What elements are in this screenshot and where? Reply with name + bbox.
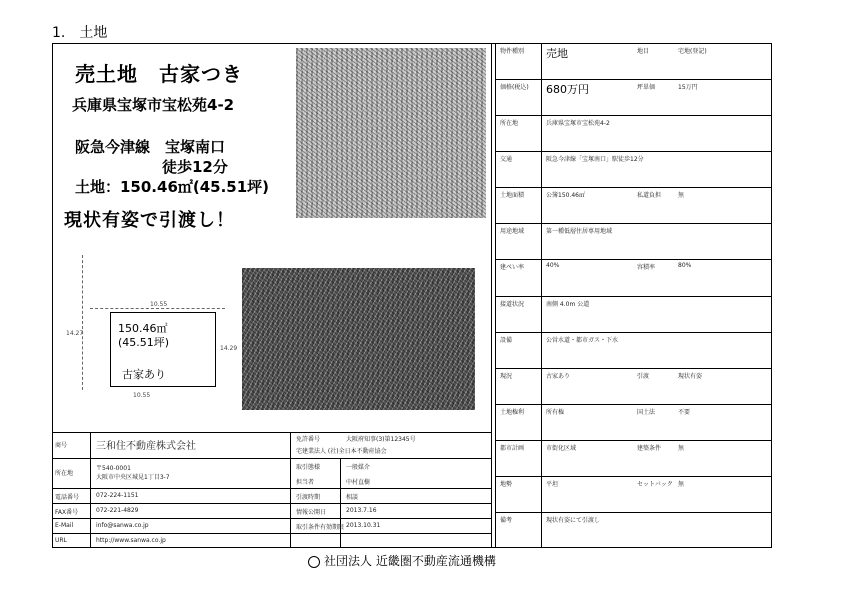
details-row-divider xyxy=(495,259,772,260)
company-table-row xyxy=(52,458,491,459)
plot-house-note: 古家あり xyxy=(122,368,166,381)
company-table-top xyxy=(52,432,491,433)
details-row-sub-label: 地目 xyxy=(637,48,650,55)
company-postal: 〒540-0001 xyxy=(96,465,131,472)
details-row-value: 南側 4.0m 公道 xyxy=(546,301,590,308)
details-row-value: 平坦 xyxy=(546,481,559,488)
details-row-sub-value: 宅地(登記) xyxy=(678,48,707,55)
details-row-label: 土地面積 xyxy=(500,192,525,199)
details-row-divider xyxy=(495,332,772,333)
details-row-label: 接道状況 xyxy=(500,301,525,308)
details-row-label: 建ぺい率 xyxy=(500,264,525,271)
plan-guide-line xyxy=(90,308,225,309)
property-photo-site xyxy=(242,268,475,410)
details-row-divider xyxy=(495,368,772,369)
details-row-value: 兵庫県宝塚市宝松苑4-2 xyxy=(546,120,610,127)
details-row-sub-value: 無 xyxy=(678,192,685,199)
plot-area xyxy=(118,322,169,350)
license-org: 宅建業法人 (社)全日本不動産協会 xyxy=(296,448,387,455)
details-row-value: 市街化区域 xyxy=(546,445,577,452)
plan-dim-left: 14.27 xyxy=(66,330,84,337)
details-row-label: 用途地域 xyxy=(500,228,525,235)
details-row-sub-label: 私道負担 xyxy=(637,192,662,199)
company-table-row xyxy=(52,533,491,534)
details-row-value: 公営水道・都市ガス・下水 xyxy=(546,337,619,344)
company-name: 三和住不動産株式会社 xyxy=(96,441,196,452)
company-address: 大阪市中央区城見1丁目3-7 xyxy=(96,474,170,481)
hero-station: 阪急今津線 宝塚南口 xyxy=(75,138,226,156)
company-email[interactable]: info@sanwa.co.jp xyxy=(96,522,149,529)
org-logo-icon xyxy=(308,556,320,568)
details-row-value: 阪急今津線「宝塚南口」駅徒歩12分 xyxy=(546,156,644,163)
company-email-label: E-Mail xyxy=(55,522,74,529)
details-row-label: 物件種別 xyxy=(500,48,525,55)
details-row-label: 地勢 xyxy=(500,481,513,488)
details-row-divider xyxy=(495,440,772,441)
details-row-sub-label: 国土法 xyxy=(637,409,656,416)
license-row-label: 取引態様 xyxy=(296,464,321,471)
details-row-value: 公簿150.46㎡ xyxy=(546,192,585,199)
plan-dim-top: 10.55 xyxy=(150,301,168,308)
details-row-divider xyxy=(495,187,772,188)
details-row-divider xyxy=(495,79,772,80)
company-table-col xyxy=(290,432,291,548)
license-label: 免許番号 xyxy=(296,436,321,443)
details-row-sub-value: 不要 xyxy=(678,409,691,416)
license-row-value: 2013.7.16 xyxy=(346,507,377,514)
company-table-row xyxy=(52,488,491,489)
details-row-sub-label: 容積率 xyxy=(637,264,656,271)
details-row-divider xyxy=(495,223,772,224)
column-divider xyxy=(491,43,492,548)
plot-area-tsubo: (45.51坪) xyxy=(118,336,170,349)
details-row-label: 土地権利 xyxy=(500,409,525,416)
details-row-sub-label: 引渡 xyxy=(637,373,650,380)
footer-org xyxy=(308,552,496,569)
company-tel: 072-224-1151 xyxy=(96,492,139,499)
details-row-label: 交通 xyxy=(500,156,513,163)
company-tel-label: 電話番号 xyxy=(55,494,80,501)
details-row-sub-value: 無 xyxy=(678,445,685,452)
details-row-sub-value: 無 xyxy=(678,481,685,488)
hero-title: 売土地 古家つき xyxy=(75,62,243,86)
license-row-value: 中村直樹 xyxy=(346,479,371,486)
details-row-divider xyxy=(495,512,772,513)
license-row-value: 2013.10.31 xyxy=(346,522,381,529)
details-row-divider xyxy=(495,404,772,405)
license-row-label: 引渡時期 xyxy=(296,494,321,501)
details-row-sub-label: 建築条件 xyxy=(637,445,662,452)
hero-address: 兵庫県宝塚市宝松苑4-2 xyxy=(72,96,235,114)
hero-area: 土地：150.46㎡(45.51坪) xyxy=(75,178,270,196)
property-photo-aerial xyxy=(296,48,486,218)
details-row-label: 都市計画 xyxy=(500,445,525,452)
plan-dim-right: 14.29 xyxy=(220,345,238,352)
company-address-label: 所在地 xyxy=(55,470,74,477)
details-row-divider xyxy=(495,476,772,477)
details-row-label: 備考 xyxy=(500,517,513,524)
company-fax: 072-221-4829 xyxy=(96,507,139,514)
company-url-label: URL xyxy=(55,537,67,544)
details-row-divider xyxy=(495,115,772,116)
license-row-label: 担当者 xyxy=(296,479,315,486)
company-url[interactable]: http://www.sanwa.co.jp xyxy=(96,537,166,544)
license-row-value: 一般媒介 xyxy=(346,464,371,471)
company-table-row xyxy=(52,503,491,504)
license-number: 大阪府知事(3)第12345号 xyxy=(346,436,416,443)
license-row-label: 取引条件有効期限 xyxy=(296,524,345,531)
details-row-value: 第一種低層住居専用地域 xyxy=(546,228,613,235)
license-row-label: 情報公開日 xyxy=(296,509,327,516)
details-row-sub-label: セットバック xyxy=(637,481,673,488)
plot-area-sqm: 150.46㎡ xyxy=(118,322,168,335)
hero-walk: 徒歩12分 xyxy=(162,158,228,176)
license-row-value: 相談 xyxy=(346,494,359,501)
details-row-divider xyxy=(495,296,772,297)
company-fax-label: FAX番号 xyxy=(55,509,79,516)
plan-guide-line xyxy=(82,255,83,390)
details-row-label: 所在地 xyxy=(500,120,519,127)
plan-dim-bottom: 10.55 xyxy=(133,392,151,399)
details-row-value: 680万円 xyxy=(546,83,589,96)
details-row-value: 古家あり xyxy=(546,373,571,380)
details-row-label: 設備 xyxy=(500,337,513,344)
details-row-value: 現状有姿にて引渡し xyxy=(546,517,601,524)
details-label-column xyxy=(541,43,542,548)
details-row-sub-value: 15万円 xyxy=(678,84,698,91)
details-row-sub-value: 80% xyxy=(678,262,692,269)
page-heading: 1. 土地 xyxy=(52,25,108,41)
details-row-label: 現況 xyxy=(500,373,513,380)
company-table-row xyxy=(52,518,491,519)
details-row-value: 売地 xyxy=(546,47,568,60)
hero-note: 現状有姿で引渡し！ xyxy=(64,210,235,231)
details-row-label: 価格(税込) xyxy=(500,84,529,91)
details-row-value: 所有権 xyxy=(546,409,565,416)
company-table-col xyxy=(90,432,91,548)
company-name-label: 商号 xyxy=(55,442,68,449)
details-row-sub-label: 坪単価 xyxy=(637,84,656,91)
details-row-divider xyxy=(495,151,772,152)
details-row-sub-value: 現状有姿 xyxy=(678,373,703,380)
footer-org-name: 社団法人 近畿圏不動産流通機構 xyxy=(324,554,496,568)
details-row-value: 40% xyxy=(546,262,560,269)
